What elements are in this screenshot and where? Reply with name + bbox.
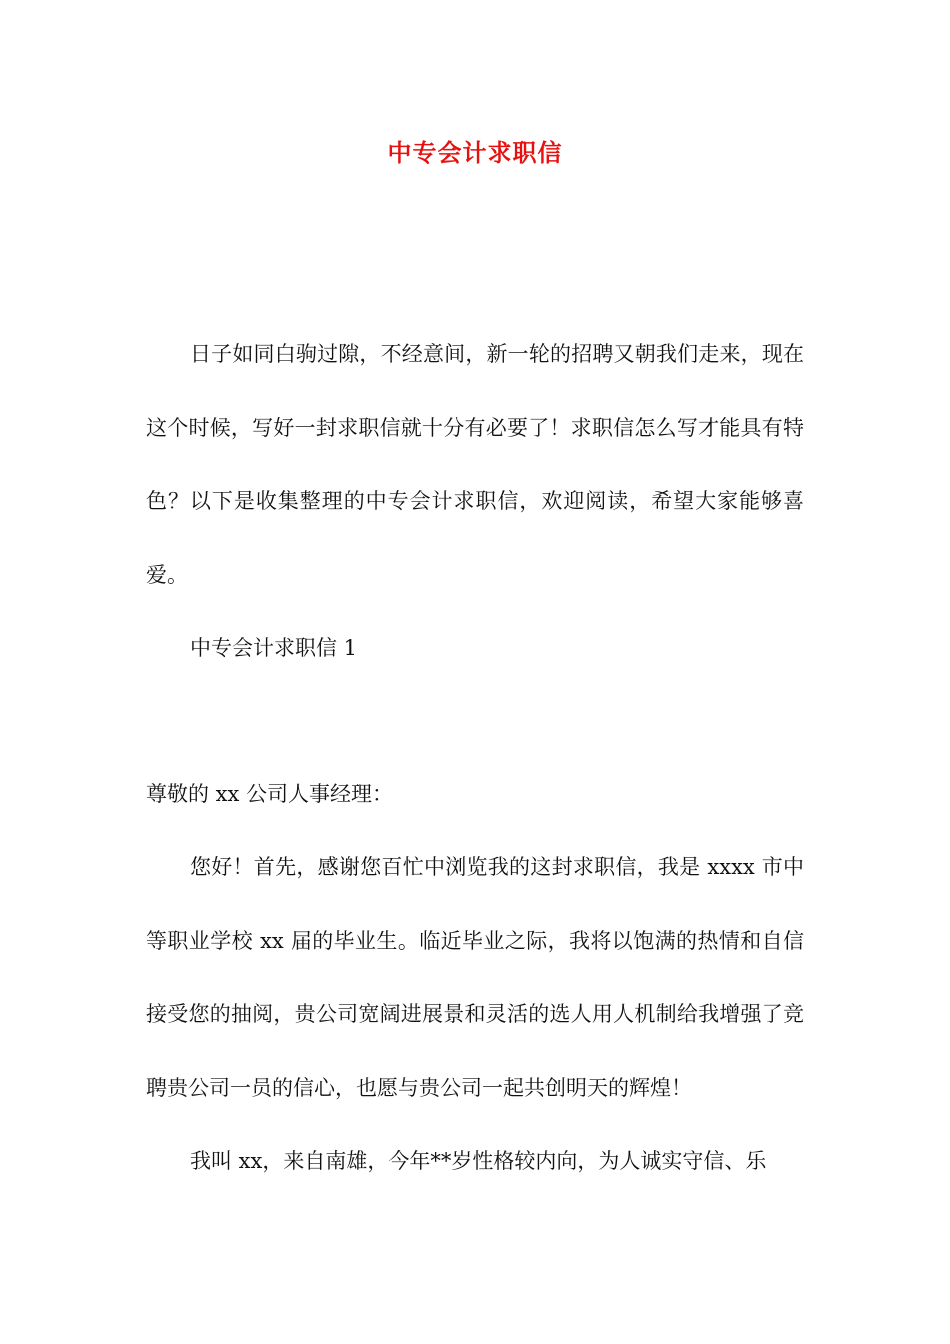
salutation: 尊敬的 xx 公司人事经理： [146,781,394,806]
document-body [146,318,804,1199]
document-title: 中专会计求职信 [387,138,563,167]
intro-paragraph: 日子如同白驹过隙，不经意间，新一轮的招聘又朝我们走来，现在这个时候，写好一封求职信就十分有必要了！求职信怎么写才能具有特色？以下是收集整理的中专会计求职信，欢迎阅读，希望大家能够喜爱。 [146,342,804,587]
letter-paragraph-2: 我叫 xx，来自南雄，今年**岁性格较内向，为人诚实守信、乐 [190,1149,767,1173]
section-heading: 中专会计求职信 1 [190,636,358,660]
letter-paragraph-1: 您好！首先，感谢您百忙中浏览我的这封求职信，我是 xxxx 市中等职业学校 xx 届的毕业生。临近毕业之际，我将以饱满的热情和自信接受您的抽阅，贵公司宽阔进展景和灵活的选人用人机制给我增强了竞聘贵公司一员的信心，也愿与贵公司一起共创明天的辉煌！ [146,855,804,1100]
section-spacer [146,686,804,758]
